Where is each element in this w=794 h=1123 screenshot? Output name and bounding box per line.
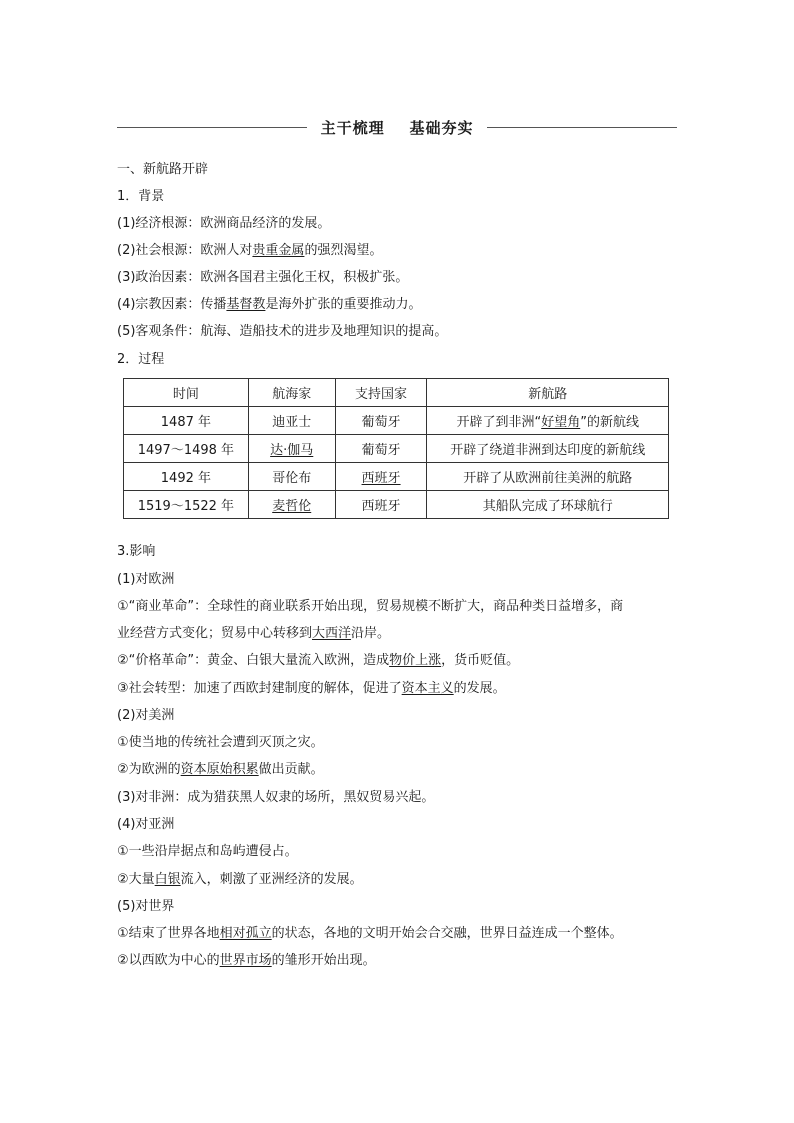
background-item: (2)社会根源：欧洲人对贵重金属的强烈渴望。 xyxy=(117,243,383,258)
impact-line: (1)对欧洲 xyxy=(117,572,175,587)
table-row xyxy=(124,435,669,463)
cell-navigator: 迪亚士 xyxy=(248,407,335,435)
cell-time: 1497～1498 年 xyxy=(124,435,249,463)
impact-line: ①结束了世界各地相对孤立的状态，各地的文明开始会合交融，世界日益连成一个整体。 xyxy=(117,926,623,941)
column-header: 航海家 xyxy=(248,379,335,407)
background-item: (1)经济根源：欧洲商品经济的发展。 xyxy=(117,216,331,231)
impact-line: (5)对世界 xyxy=(117,899,175,914)
column-header: 新航路 xyxy=(427,379,669,407)
cell-route: 开辟了绕道非洲到达印度的新航线 xyxy=(427,435,669,463)
cell-route: 开辟了到非洲“好望角”的新航线 xyxy=(427,407,669,435)
cell-time: 1492 年 xyxy=(124,463,249,491)
column-header: 支持国家 xyxy=(335,379,427,407)
impact-line: ①使当地的传统社会遭到灭顶之灾。 xyxy=(117,735,324,750)
section-title: 主干梳理 基础夯实 xyxy=(320,118,474,137)
impact-line: ①一些沿岸据点和岛屿遭侵占。 xyxy=(117,844,298,859)
cell-country: 西班牙 xyxy=(335,463,427,491)
cell-navigator: 麦哲伦 xyxy=(248,491,335,519)
cell-time: 1519～1522 年 xyxy=(124,491,249,519)
section-header xyxy=(117,114,677,140)
cell-route: 开辟了从欧洲前往美洲的航路 xyxy=(427,463,669,491)
table-row xyxy=(124,463,669,491)
cell-time: 1487 年 xyxy=(124,407,249,435)
table-row xyxy=(124,491,669,519)
impact-line: ②“价格革命”：黄金、白银大量流入欧洲，造成物价上涨，货币贬值。 xyxy=(117,653,520,668)
heading-new-routes: 一、新航路开辟 xyxy=(117,162,209,177)
background-item: (4)宗教因素：传播基督教是海外扩张的重要推动力。 xyxy=(117,297,422,312)
impact-line: 业经营方式变化；贸易中心转移到大西洋沿岸。 xyxy=(117,626,391,641)
cell-country: 葡萄牙 xyxy=(335,435,427,463)
cell-country: 西班牙 xyxy=(335,491,427,519)
heading-background: 1．背景 xyxy=(117,189,165,204)
header-rule-left xyxy=(117,127,307,128)
cell-route: 其船队完成了环球航行 xyxy=(427,491,669,519)
impact-line: ③社会转型：加速了西欧封建制度的解体，促进了资本主义的发展。 xyxy=(117,681,506,696)
voyages-table xyxy=(123,378,669,519)
cell-country: 葡萄牙 xyxy=(335,407,427,435)
cell-navigator: 哥伦布 xyxy=(248,463,335,491)
impact-line: ②以西欧为中心的世界市场的雏形开始出现。 xyxy=(117,953,376,968)
impact-line: ②为欧洲的资本原始积累做出贡献。 xyxy=(117,762,324,777)
table-row xyxy=(124,407,669,435)
table-header-row xyxy=(124,379,669,407)
column-header: 时间 xyxy=(124,379,249,407)
impact-line: (4)对亚洲 xyxy=(117,817,175,832)
background-item: (3)政治因素：欧洲各国君主强化王权，积极扩张。 xyxy=(117,270,409,285)
impact-line: (3)对非洲：成为猎获黑人奴隶的场所，黑奴贸易兴起。 xyxy=(117,790,435,805)
impact-line: ②大量白银流入，刺激了亚洲经济的发展。 xyxy=(117,872,363,887)
heading-process: 2．过程 xyxy=(117,352,165,367)
impact-line: (2)对美洲 xyxy=(117,708,175,723)
cell-navigator: 达·伽马 xyxy=(248,435,335,463)
header-rule-right xyxy=(487,127,677,128)
impact-line: ①“商业革命”：全球性的商业联系开始出现，贸易规模不断扩大，商品种类日益增多，商 xyxy=(117,599,624,614)
heading-impact: 3.影响 xyxy=(117,544,156,559)
background-item: (5)客观条件：航海、造船技术的进步及地理知识的提高。 xyxy=(117,324,448,339)
